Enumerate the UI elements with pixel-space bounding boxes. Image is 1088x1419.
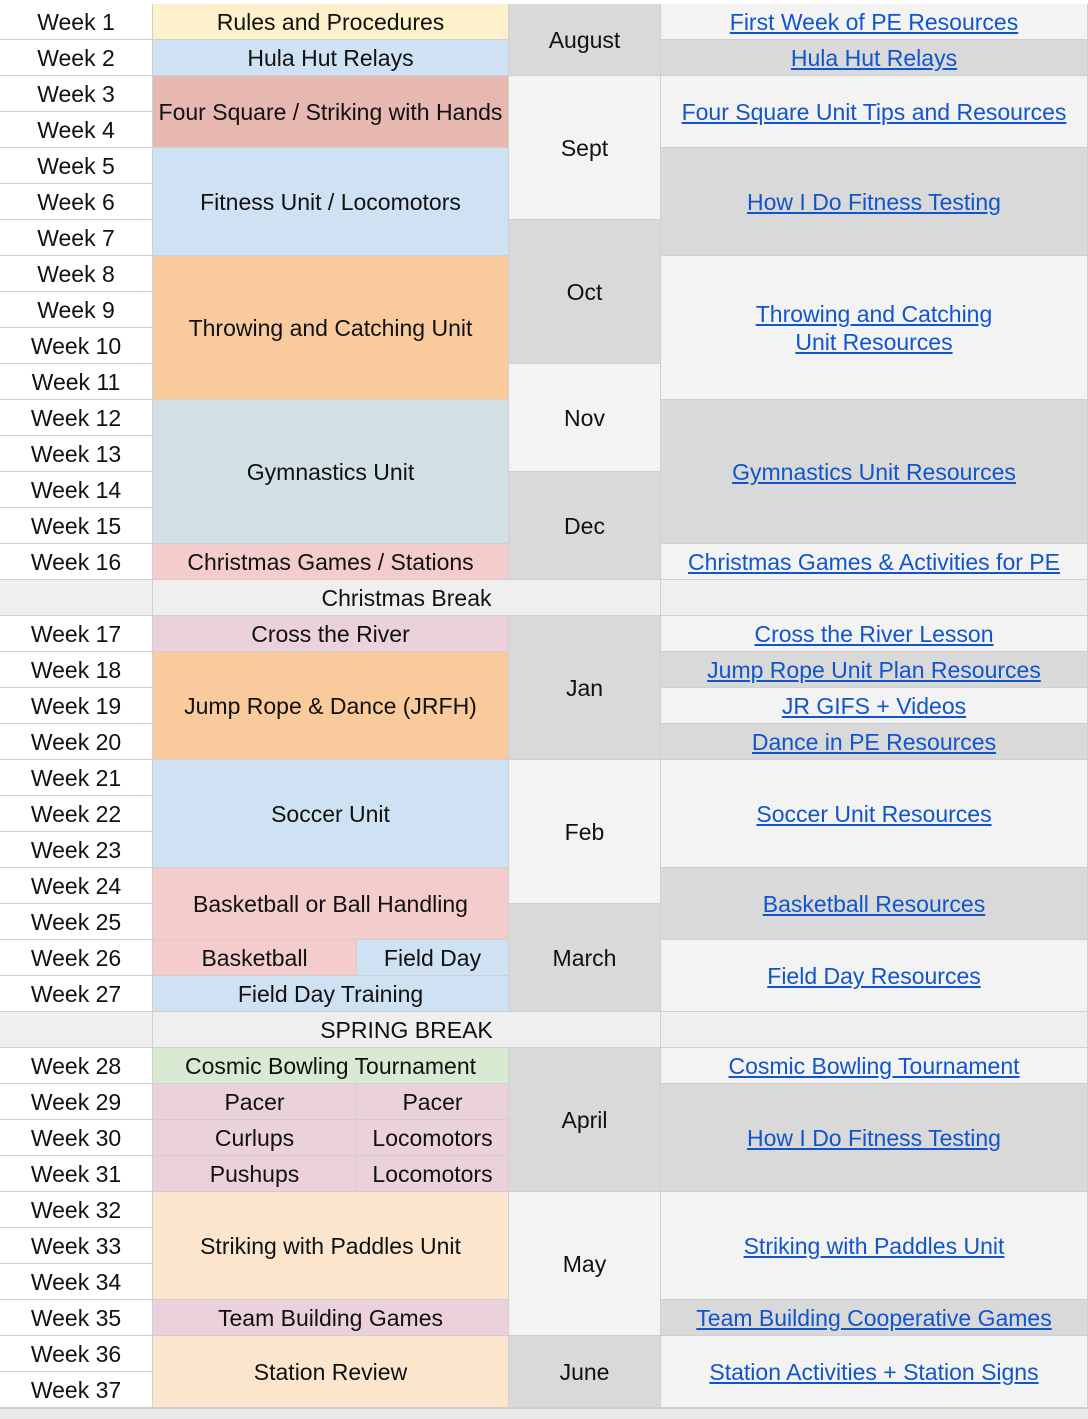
resource-link-cell[interactable] — [661, 616, 1088, 652]
resource-link-cell[interactable] — [661, 4, 1088, 40]
resource-link[interactable] — [728, 1052, 1019, 1080]
resource-link[interactable] — [732, 458, 1016, 486]
resource-link[interactable] — [747, 1124, 1001, 1152]
resource-link-cell[interactable] — [661, 148, 1088, 256]
resource-link-cell[interactable] — [661, 1192, 1088, 1300]
week-label[interactable]: Week 34 — [0, 1264, 153, 1300]
resource-link-text[interactable]: Dance in PE Resources — [751, 728, 997, 755]
month-cell[interactable]: Nov — [509, 364, 661, 472]
unit-cell[interactable]: Hula Hut Relays — [153, 40, 509, 76]
week-label[interactable]: Week 36 — [0, 1336, 153, 1372]
resource-link[interactable] — [756, 300, 993, 356]
resource-link-text[interactable]: Unit Resources — [795, 328, 953, 355]
resource-link[interactable] — [791, 44, 957, 72]
resource-link-cell[interactable] — [661, 256, 1088, 400]
week-label[interactable]: Week 6 — [0, 184, 153, 220]
resource-link-cell[interactable] — [661, 760, 1088, 868]
break-row-blank — [0, 1012, 153, 1048]
resource-link[interactable] — [756, 800, 991, 828]
week-label[interactable]: Week 2 — [0, 40, 153, 76]
resource-link-text[interactable]: Field Day Resources — [767, 962, 981, 989]
sheet-bottom-edge — [0, 1408, 1088, 1419]
resource-link-text[interactable]: Basketball Resources — [762, 890, 986, 917]
week-label[interactable]: Week 37 — [0, 1372, 153, 1408]
unit-cell[interactable]: Soccer Unit — [153, 760, 509, 868]
week-label[interactable]: Week 3 — [0, 76, 153, 112]
resource-link[interactable] — [682, 98, 1067, 126]
week-label[interactable]: Week 10 — [0, 328, 153, 364]
resource-link-text[interactable]: Team Building Cooperative Games — [696, 1304, 1052, 1331]
week-label[interactable]: Week 28 — [0, 1048, 153, 1084]
resource-link[interactable] — [730, 8, 1018, 36]
month-cell[interactable]: June — [509, 1336, 661, 1408]
month-cell[interactable]: April — [509, 1048, 661, 1192]
resource-link-text[interactable]: Soccer Unit Resources — [756, 800, 992, 827]
month-cell[interactable]: May — [509, 1192, 661, 1336]
week-label[interactable]: Week 4 — [0, 112, 153, 148]
resource-link-cell[interactable] — [661, 1084, 1088, 1192]
unit-cell[interactable]: Jump Rope & Dance (JRFH) — [153, 652, 509, 760]
unit-cell[interactable]: Cosmic Bowling Tournament — [153, 1048, 509, 1084]
resource-link-text[interactable]: Four Square Unit Tips and Resources — [681, 98, 1067, 125]
week-label[interactable]: Week 1 — [0, 4, 153, 40]
resource-link[interactable] — [767, 962, 980, 990]
week-label[interactable]: Week 27 — [0, 976, 153, 1012]
unit-cell[interactable]: Basketball — [153, 940, 357, 976]
resource-link[interactable] — [782, 692, 966, 720]
week-label[interactable]: Week 21 — [0, 760, 153, 796]
unit-cell[interactable]: Station Review — [153, 1336, 509, 1408]
week-label[interactable]: Week 25 — [0, 904, 153, 940]
unit-cell[interactable]: Cross the River — [153, 616, 509, 652]
resource-link-text[interactable]: How I Do Fitness Testing — [747, 1124, 1001, 1151]
unit-cell[interactable]: Team Building Games — [153, 1300, 509, 1336]
resource-link-text[interactable]: Jump Rope Unit Plan Resources — [707, 656, 1041, 683]
resource-link-text[interactable]: Station Activities + Station Signs — [709, 1358, 1039, 1385]
unit-cell[interactable]: Christmas Games / Stations — [153, 544, 509, 580]
week-label[interactable]: Week 12 — [0, 400, 153, 436]
resource-link-cell[interactable] — [661, 1300, 1088, 1336]
resource-link-cell[interactable] — [661, 544, 1088, 580]
week-label[interactable]: Week 14 — [0, 472, 153, 508]
resource-link-text[interactable]: Cross the River Lesson — [754, 620, 994, 647]
unit-cell[interactable]: Pushups — [153, 1156, 357, 1192]
resource-link-cell[interactable] — [661, 652, 1088, 688]
week-label[interactable]: Week 26 — [0, 940, 153, 976]
resource-link[interactable] — [707, 656, 1041, 684]
week-label[interactable]: Week 19 — [0, 688, 153, 724]
week-label[interactable]: Week 8 — [0, 256, 153, 292]
week-label[interactable]: Week 5 — [0, 148, 153, 184]
week-label[interactable]: Week 11 — [0, 364, 153, 400]
resource-link-cell[interactable] — [661, 1048, 1088, 1084]
unit-cell[interactable]: Fitness Unit / Locomotors — [153, 148, 509, 256]
week-label[interactable]: Week 13 — [0, 436, 153, 472]
week-label[interactable]: Week 23 — [0, 832, 153, 868]
unit-cell[interactable]: Throwing and Catching Unit — [153, 256, 509, 400]
week-label[interactable]: Week 32 — [0, 1192, 153, 1228]
resource-link[interactable] — [744, 1232, 1005, 1260]
resource-link-text[interactable]: Christmas Games & Activities for PE — [688, 548, 1060, 575]
break-row-blank — [661, 580, 1088, 616]
week-label[interactable]: Week 18 — [0, 652, 153, 688]
resource-link-text[interactable]: How I Do Fitness Testing — [747, 188, 1001, 215]
resource-link[interactable] — [696, 1304, 1051, 1332]
resource-link-text[interactable]: Gymnastics Unit Resources — [732, 458, 1016, 485]
resource-link-cell[interactable] — [661, 688, 1088, 724]
month-cell[interactable]: Oct — [509, 220, 661, 364]
week-label[interactable]: Week 7 — [0, 220, 153, 256]
resource-link-cell[interactable] — [661, 76, 1088, 148]
week-label[interactable]: Week 15 — [0, 508, 153, 544]
resource-link-text[interactable]: Striking with Paddles Unit — [743, 1232, 1005, 1259]
break-row-label[interactable]: SPRING BREAK — [153, 1012, 661, 1048]
month-cell[interactable]: Jan — [509, 616, 661, 760]
month-cell[interactable]: Feb — [509, 760, 661, 904]
break-row-label[interactable]: Christmas Break — [153, 580, 661, 616]
month-cell[interactable]: Sept — [509, 76, 661, 220]
week-label[interactable]: Week 20 — [0, 724, 153, 760]
unit-cell[interactable]: Field Day — [357, 940, 509, 976]
week-label[interactable]: Week 31 — [0, 1156, 153, 1192]
resource-link-cell[interactable] — [661, 940, 1088, 1012]
unit-cell[interactable]: Basketball or Ball Handling — [153, 868, 509, 940]
resource-link-cell[interactable] — [661, 1336, 1088, 1408]
week-label[interactable]: Week 16 — [0, 544, 153, 580]
month-cell[interactable]: March — [509, 904, 661, 1012]
week-label[interactable]: Week 17 — [0, 616, 153, 652]
resource-link[interactable] — [747, 188, 1001, 216]
resource-link-text[interactable]: Hula Hut Relays — [790, 44, 958, 71]
resource-link-cell[interactable] — [661, 400, 1088, 544]
month-cell[interactable]: Dec — [509, 472, 661, 580]
week-label[interactable]: Week 24 — [0, 868, 153, 904]
resource-link[interactable] — [752, 728, 996, 756]
unit-cell[interactable]: Locomotors — [357, 1156, 509, 1192]
unit-cell[interactable]: Four Square / Striking with Hands — [153, 76, 509, 148]
resource-link[interactable] — [688, 548, 1060, 576]
resource-link[interactable] — [754, 620, 993, 648]
week-label[interactable]: Week 33 — [0, 1228, 153, 1264]
month-cell[interactable]: August — [509, 4, 661, 76]
unit-cell[interactable]: Pacer — [357, 1084, 509, 1120]
week-label[interactable]: Week 30 — [0, 1120, 153, 1156]
unit-cell[interactable]: Locomotors — [357, 1120, 509, 1156]
resource-link-cell[interactable] — [661, 724, 1088, 760]
week-label[interactable]: Week 9 — [0, 292, 153, 328]
week-label[interactable]: Week 35 — [0, 1300, 153, 1336]
resource-link-text[interactable]: First Week of PE Resources — [729, 8, 1019, 35]
resource-link[interactable] — [763, 890, 985, 918]
week-label[interactable]: Week 29 — [0, 1084, 153, 1120]
unit-cell[interactable]: Curlups — [153, 1120, 357, 1156]
unit-cell[interactable]: Field Day Training — [153, 976, 509, 1012]
resource-link[interactable] — [709, 1358, 1038, 1386]
unit-cell[interactable]: Gymnastics Unit — [153, 400, 509, 544]
unit-cell[interactable]: Rules and Procedures — [153, 4, 509, 40]
resource-link-text[interactable]: JR GIFS + Videos — [781, 692, 967, 719]
break-row-blank — [661, 1012, 1088, 1048]
unit-cell[interactable]: Striking with Paddles Unit — [153, 1192, 509, 1300]
unit-cell[interactable]: Pacer — [153, 1084, 357, 1120]
resource-link-text[interactable]: Throwing and Catching — [755, 300, 993, 327]
resource-link-cell[interactable] — [661, 40, 1088, 76]
resource-link-cell[interactable] — [661, 868, 1088, 940]
week-label[interactable]: Week 22 — [0, 796, 153, 832]
resource-link-text[interactable]: Cosmic Bowling Tournament — [728, 1052, 1020, 1079]
break-row-blank — [0, 580, 153, 616]
